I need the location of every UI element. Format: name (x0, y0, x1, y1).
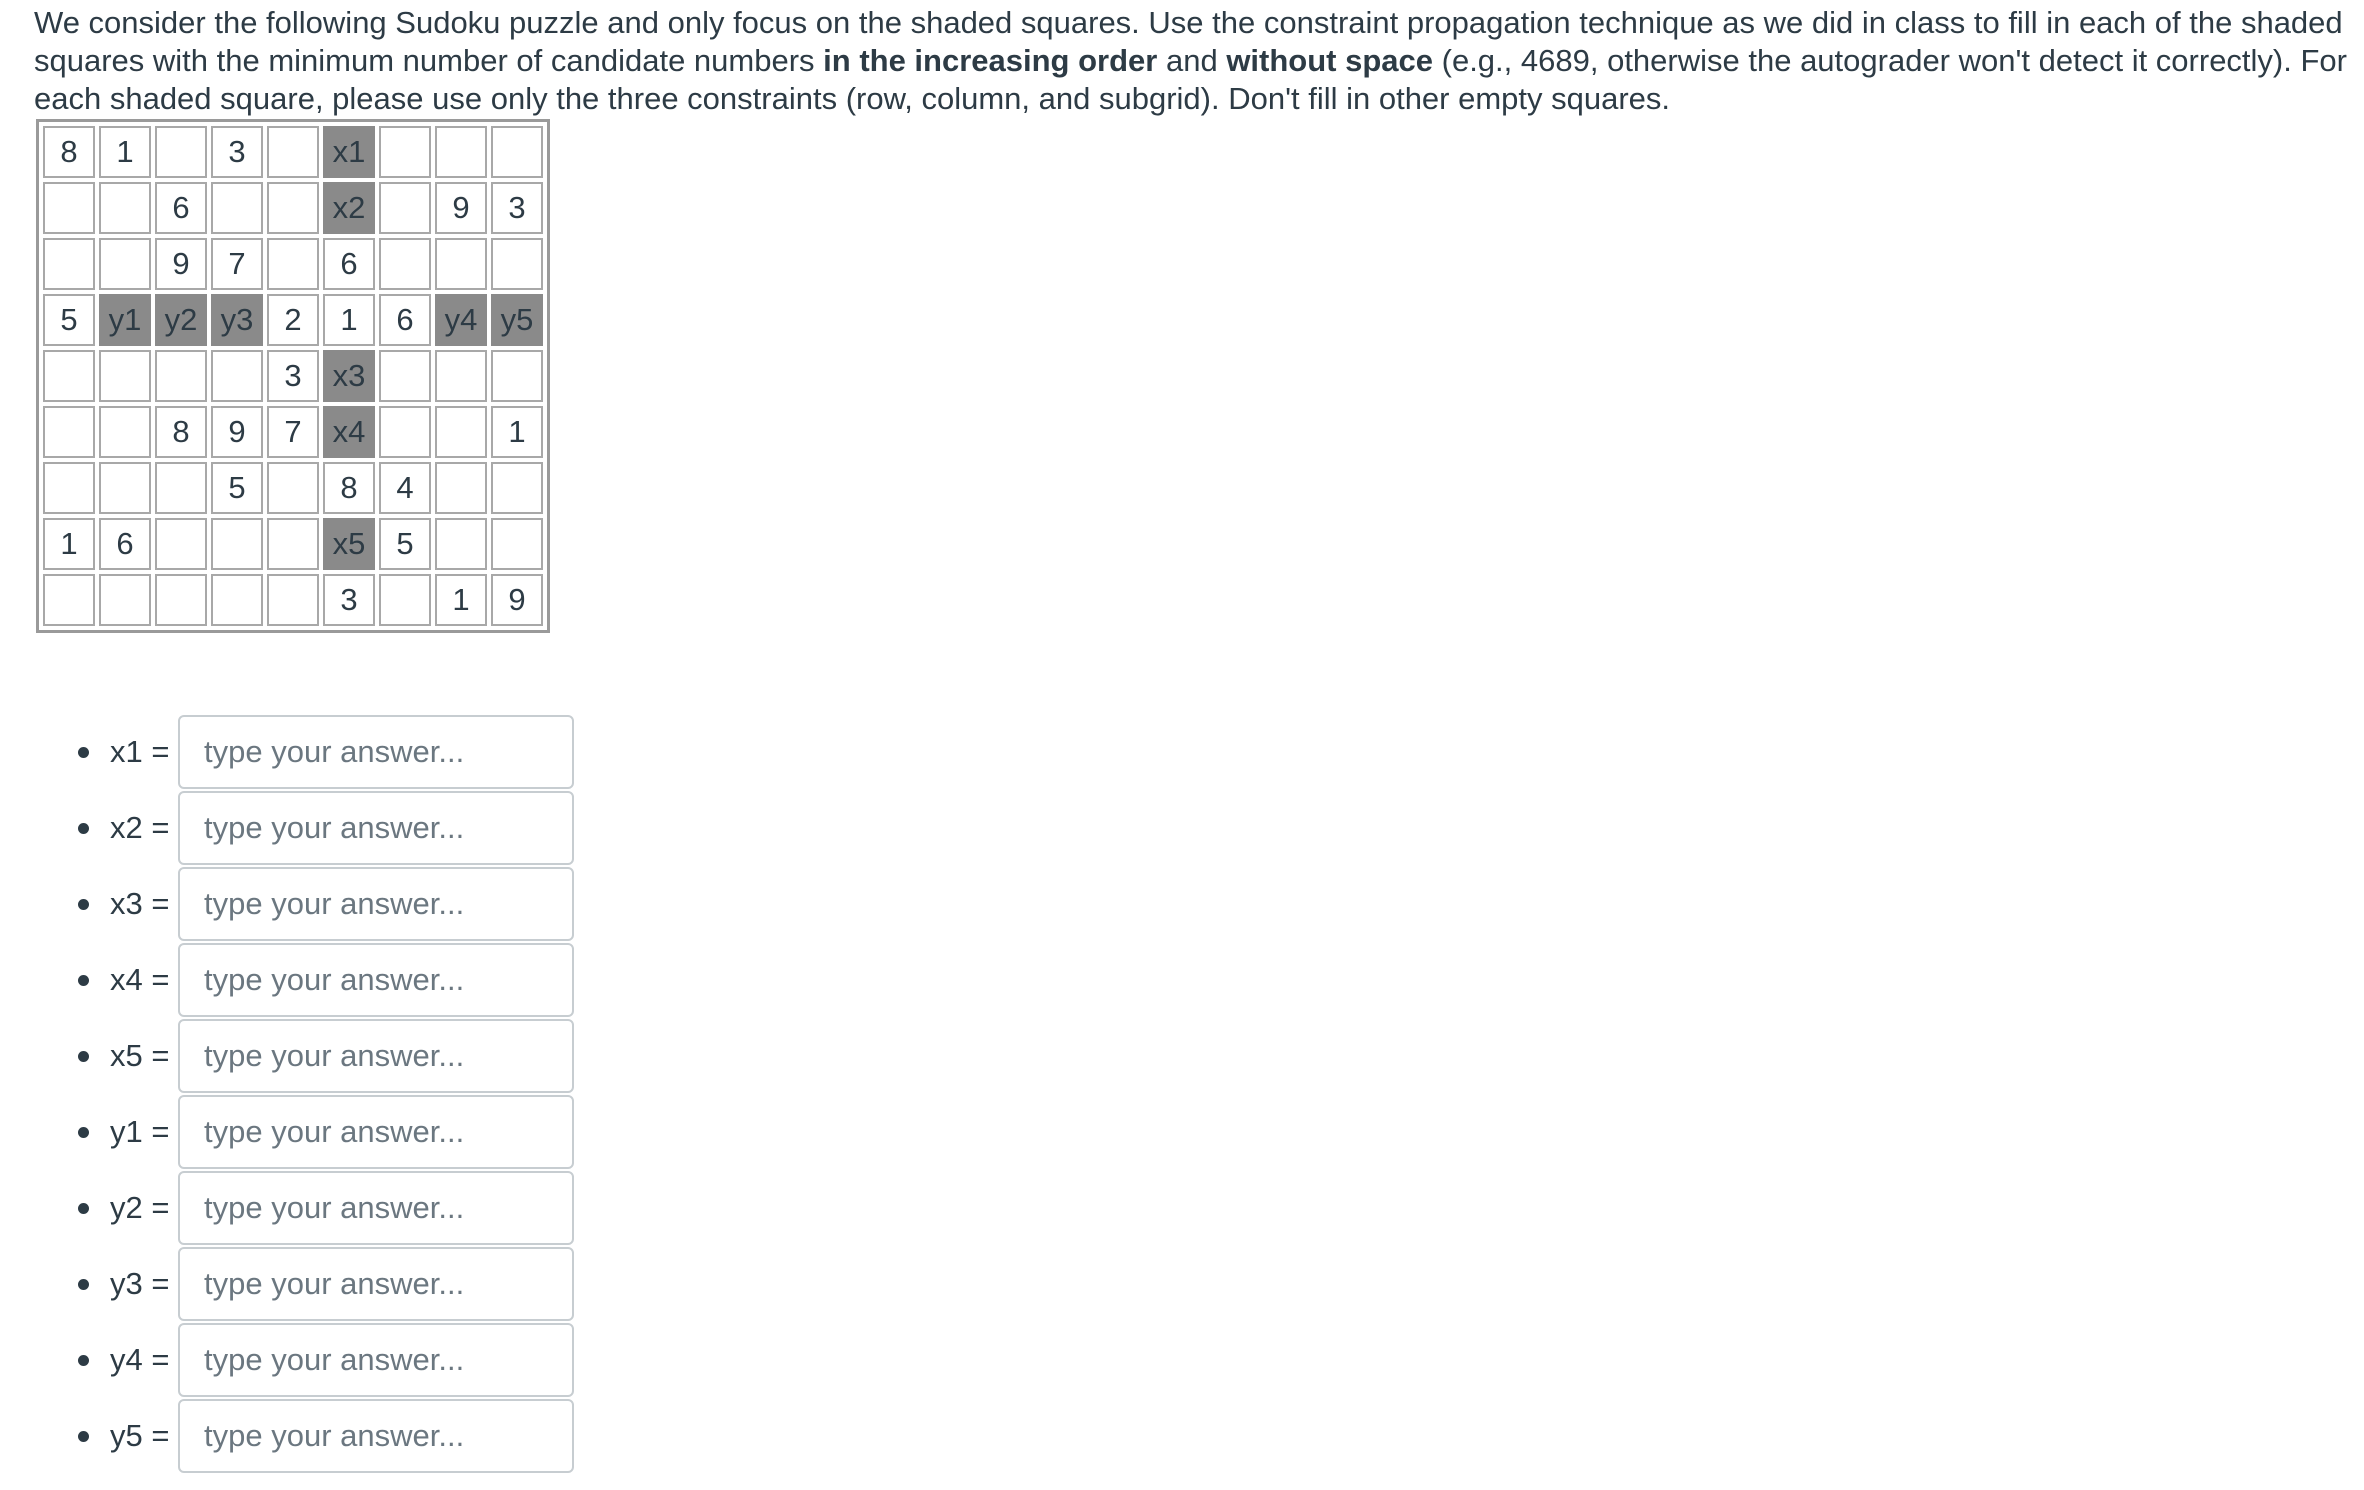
sudoku-cell (211, 574, 263, 626)
sudoku-cell (435, 126, 487, 178)
sudoku-cell: 3 (323, 574, 375, 626)
sudoku-cell (435, 350, 487, 402)
sudoku-cell (267, 574, 319, 626)
sudoku-cell (155, 518, 207, 570)
sudoku-cell: 1 (43, 518, 95, 570)
bullet-icon (78, 899, 89, 910)
bullet-icon (78, 1431, 89, 1442)
sudoku-cell (435, 238, 487, 290)
sudoku-row (43, 238, 543, 290)
sudoku-cell (211, 518, 263, 570)
sudoku-cell (43, 182, 95, 234)
sudoku-cell: 8 (43, 126, 95, 178)
answer-row (78, 866, 574, 942)
sudoku-cell: 1 (323, 294, 375, 346)
sudoku-cell (43, 406, 95, 458)
bullet-icon (78, 747, 89, 758)
answer-input[interactable] (178, 943, 574, 1017)
sudoku-cell (379, 126, 431, 178)
answer-label: y5 = (110, 1418, 170, 1453)
answer-input[interactable] (178, 1171, 574, 1245)
sudoku-cell (155, 350, 207, 402)
sudoku-cell: 5 (379, 518, 431, 570)
answer-row (78, 1018, 574, 1094)
sudoku-cell (43, 574, 95, 626)
sudoku-cell (211, 350, 263, 402)
answer-label: x3 = (110, 886, 170, 921)
answer-input[interactable] (178, 1019, 574, 1093)
sudoku-cell: 7 (267, 406, 319, 458)
sudoku-row (43, 462, 543, 514)
sudoku-cell (267, 126, 319, 178)
sudoku-cell: 9 (211, 406, 263, 458)
sudoku-cell (379, 350, 431, 402)
sudoku-row (43, 126, 543, 178)
sudoku-cell-shaded: x2 (323, 182, 375, 234)
sudoku-row (43, 294, 543, 346)
sudoku-cell: 3 (211, 126, 263, 178)
answer-row (78, 790, 574, 866)
sudoku-cell: 2 (267, 294, 319, 346)
question-part-3: (e.g., 4689, otherwise the autograder won't detect it correctly). For each shaded square, please use only the three constraints (row, column, and subgrid). Don't fill in other empty squares. (34, 43, 2347, 116)
sudoku-cell (267, 462, 319, 514)
sudoku-cell (99, 238, 151, 290)
answer-row (78, 1246, 574, 1322)
answer-label: x4 = (110, 962, 170, 997)
sudoku-row (43, 182, 543, 234)
sudoku-cell (379, 406, 431, 458)
sudoku-cell (211, 182, 263, 234)
question-part-2: and (1157, 43, 1227, 78)
sudoku-cell: 6 (99, 518, 151, 570)
sudoku-cell: 7 (211, 238, 263, 290)
bullet-icon (78, 1203, 89, 1214)
sudoku-cell-shaded: y1 (99, 294, 151, 346)
answer-input[interactable] (178, 867, 574, 941)
sudoku-cell-shaded: x4 (323, 406, 375, 458)
sudoku-cell (491, 126, 543, 178)
question-text (34, 4, 2354, 118)
sudoku-cell (379, 238, 431, 290)
sudoku-cell (267, 518, 319, 570)
sudoku-cell (99, 462, 151, 514)
sudoku-cell (435, 462, 487, 514)
sudoku-row (43, 518, 543, 570)
sudoku-cell (267, 182, 319, 234)
sudoku-cell (43, 350, 95, 402)
sudoku-cell (155, 462, 207, 514)
sudoku-cell (99, 574, 151, 626)
sudoku-cell-shaded: y2 (155, 294, 207, 346)
sudoku-cell: 9 (491, 574, 543, 626)
answer-label: y3 = (110, 1266, 170, 1301)
sudoku-cell (155, 574, 207, 626)
sudoku-cell: 5 (43, 294, 95, 346)
answer-row (78, 1170, 574, 1246)
sudoku-cell (379, 574, 431, 626)
answer-label: y4 = (110, 1342, 170, 1377)
question-bold-2: without space (1226, 43, 1434, 78)
sudoku-cell (99, 350, 151, 402)
sudoku-cell: 3 (491, 182, 543, 234)
sudoku-cell (99, 406, 151, 458)
sudoku-cell: 8 (155, 406, 207, 458)
sudoku-cell: 6 (379, 294, 431, 346)
answer-row (78, 1398, 574, 1474)
answer-label: x2 = (110, 810, 170, 845)
sudoku-cell: 4 (379, 462, 431, 514)
answer-row (78, 1094, 574, 1170)
sudoku-cell: 9 (155, 238, 207, 290)
question-part-1: We consider the following Sudoku puzzle and only focus on the shaded squares. Use the constraint propagation technique as we did in class to fill in each of the shaded squares with the minimum number of candidate numbers (34, 5, 2343, 78)
sudoku-row (43, 350, 543, 402)
answer-input[interactable] (178, 1323, 574, 1397)
answer-label: x5 = (110, 1038, 170, 1073)
sudoku-cell: 6 (155, 182, 207, 234)
bullet-icon (78, 1355, 89, 1366)
sudoku-cell-shaded: y3 (211, 294, 263, 346)
sudoku-cell (491, 518, 543, 570)
bullet-icon (78, 975, 89, 986)
sudoku-cell: 3 (267, 350, 319, 402)
sudoku-cell (155, 126, 207, 178)
sudoku-cell (435, 406, 487, 458)
bullet-icon (78, 1127, 89, 1138)
sudoku-cell (491, 462, 543, 514)
answer-input[interactable] (178, 715, 574, 789)
answer-list (78, 714, 574, 1474)
bullet-icon (78, 1051, 89, 1062)
answer-row (78, 1322, 574, 1398)
answer-label: y2 = (110, 1190, 170, 1225)
sudoku-board (36, 119, 550, 633)
sudoku-cell (491, 238, 543, 290)
question-bold-1: in the increasing order (823, 43, 1158, 78)
sudoku-cell: 1 (99, 126, 151, 178)
sudoku-row (43, 574, 543, 626)
sudoku-cell (435, 518, 487, 570)
sudoku-cell: 5 (211, 462, 263, 514)
sudoku-cell-shaded: y4 (435, 294, 487, 346)
sudoku-cell: 9 (435, 182, 487, 234)
sudoku-cell: 6 (323, 238, 375, 290)
sudoku-cell (379, 182, 431, 234)
sudoku-cell (491, 350, 543, 402)
answer-input[interactable] (178, 1095, 574, 1169)
sudoku-cell (99, 182, 151, 234)
sudoku-cell (43, 462, 95, 514)
answer-row (78, 942, 574, 1018)
sudoku-cell (43, 238, 95, 290)
answer-input[interactable] (178, 1399, 574, 1473)
sudoku-row (43, 406, 543, 458)
sudoku-cell: 8 (323, 462, 375, 514)
sudoku-cell-shaded: x3 (323, 350, 375, 402)
bullet-icon (78, 823, 89, 834)
sudoku-cell (267, 238, 319, 290)
answer-input[interactable] (178, 791, 574, 865)
answer-label: x1 = (110, 734, 170, 769)
sudoku-cell: 1 (491, 406, 543, 458)
answer-input[interactable] (178, 1247, 574, 1321)
answer-label: y1 = (110, 1114, 170, 1149)
bullet-icon (78, 1279, 89, 1290)
sudoku-cell-shaded: y5 (491, 294, 543, 346)
sudoku-cell: 1 (435, 574, 487, 626)
sudoku-cell-shaded: x5 (323, 518, 375, 570)
sudoku-cell-shaded: x1 (323, 126, 375, 178)
answer-row (78, 714, 574, 790)
